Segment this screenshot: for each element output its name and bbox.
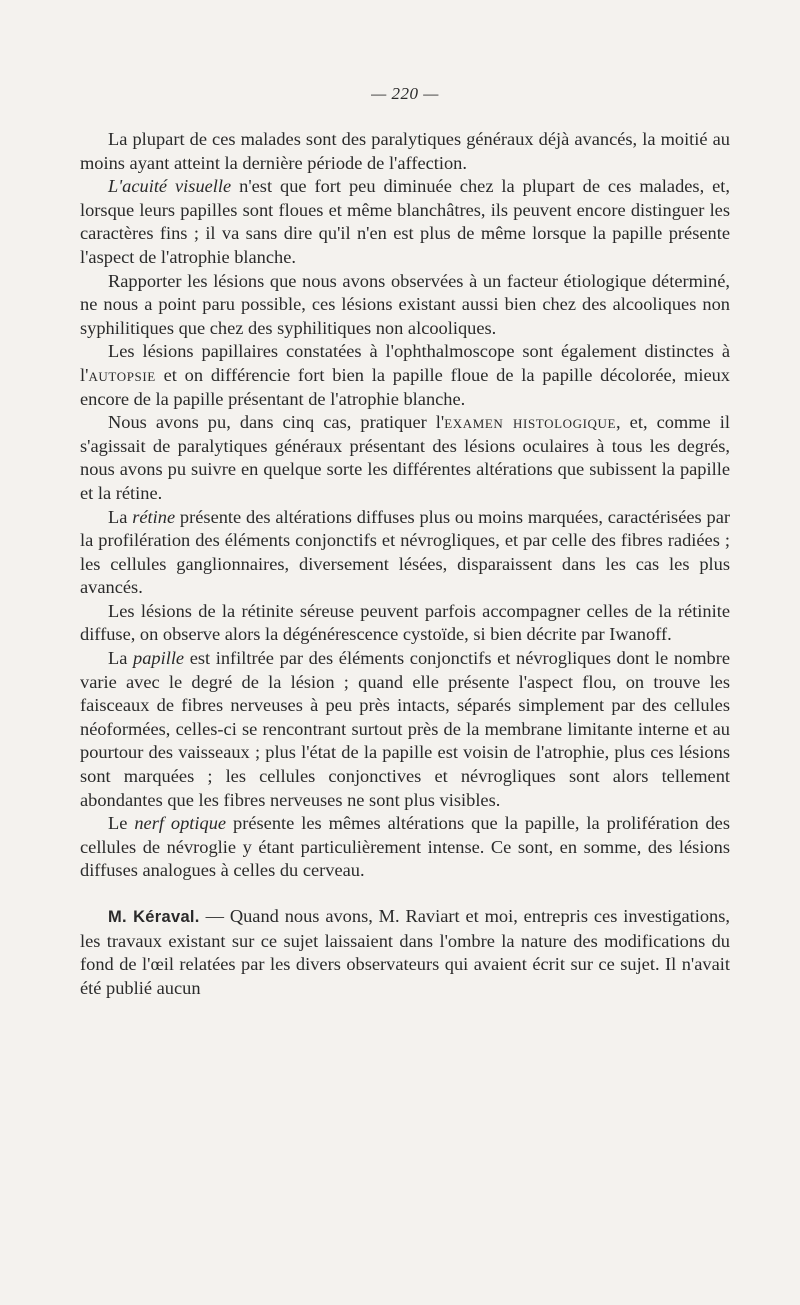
speaker-name: M. Kéraval.	[108, 908, 200, 926]
paragraph-2-text: n'est que fort peu diminuée chez la plupart de ces malades, et, lorsque leurs papilles sont floues et même blanchâtres, ils peuvent encore distinguer les caractères fins ; il va sans dire qu'il n'en est plus de même lorsque la papille présente l'aspect de l'atrophie blanche.	[80, 176, 730, 267]
paragraph-3: Rapporter les lésions que nous avons observées à un facteur étiologique déterminé, ne nous a point paru possible, ces lésions existant aussi bien chez des alcooliques non syphilitiques que chez des syphilitiques non alcooliques.	[80, 270, 730, 338]
paragraph-4-text-b: et on différencie fort bien la papille floue de la papille décolorée, mieux encore de la papille présentant de l'atrophie blanche.	[80, 364, 730, 409]
paragraph-6-text-b: présente des altérations diffuses plus ou moins marquées, caractérisées par la profilération des éléments conjonctifs et névrogliques, et par celle des fibres radiées ; les cellules ganglionnaires, diversement lésées, disparaissent dans les cas les plus avancés.	[80, 506, 730, 598]
paragraph-6-italic: rétine	[132, 506, 176, 527]
paragraph-8	[80, 647, 730, 812]
paragraph-6	[80, 506, 730, 600]
section-gap	[80, 883, 730, 905]
paragraph-5	[80, 411, 730, 505]
page-number: — 220 —	[371, 84, 439, 103]
paragraph-5-text-a: Nous avons pu, dans cinq cas, pratiquer l'	[108, 412, 445, 433]
paragraph-4-text-a: Les lésions papillaires constatées à l'ophthalmoscope sont également distinctes à l'	[80, 341, 730, 385]
paragraph-8-italic: papille	[133, 648, 185, 669]
body-text	[80, 128, 730, 1000]
paragraph-8-text-a: La	[108, 648, 134, 669]
paragraph-7: Les lésions de la rétinite séreuse peuvent parfois accompagner celles de la rétinite diffuse, on observe alors la dégénérescence cystoïde, si bien décrite par Iwanoff.	[80, 600, 730, 645]
paragraph-2-italic: L'acuité visuelle	[108, 176, 232, 197]
paragraph-9-text-a: Le	[108, 813, 135, 834]
paragraph-9-italic: nerf optique	[134, 813, 227, 834]
paragraph-2	[80, 175, 730, 269]
paragraph-8-text-b: est infiltrée par des éléments conjonctifs et névrogliques dont le nombre varie avec le degré de la lésion ; quand elle présente l'aspect flou, on trouve les faisceaux de fibres nerveuses à peu près intacts, séparés simplement par des cellules néoformées, celles-ci se rencontrant surtout près de la membrane limitante interne et au pourtour des vaisseaux ; plus l'état de la papille est voisin de l'atrophie, plus ces lésions sont marquées ; les cellules conjonctives et névrogliques sont alors tellement abondantes que les fibres nerveuses ne sont plus visibles.	[80, 648, 730, 810]
paragraph-1: La plupart de ces malades sont des paralytiques généraux déjà avancés, la moitié au moins ayant atteint la dernière période de l'affection.	[80, 129, 730, 173]
paragraph-9	[80, 812, 730, 883]
paragraph-6-text-a: La	[108, 506, 133, 527]
paragraph-4-smallcaps: autopsie	[88, 364, 156, 385]
paragraph-4	[80, 340, 730, 411]
paragraph-5-smallcaps: examen histologique	[444, 412, 617, 433]
paragraph-9-text-b: présente les mêmes altérations que la papille, la prolifération des cellules de névroglie y étant particulièrement intense. Ce sont, en somme, des lésions diffuses analogues à celles du cerveau.	[80, 813, 730, 881]
paragraph-5-text-b: , et, comme il s'agissait de paralytiques généraux présentant des lésions oculaires à tous les degrés, nous avons pu suivre en quelque sorte les différentes altérations que subissent la papille et la rétine.	[80, 412, 730, 503]
paragraph-10	[80, 905, 730, 1000]
paragraph-10-text: — Quand nous avons, M. Raviart et moi, entrepris ces investigations, les travaux existant sur ce sujet laissaient dans l'ombre la nature des modifications du fond de l'œil relatées par les divers observateurs qui avaient écrit sur ce sujet. Il n'avait été publié aucun	[80, 906, 730, 998]
